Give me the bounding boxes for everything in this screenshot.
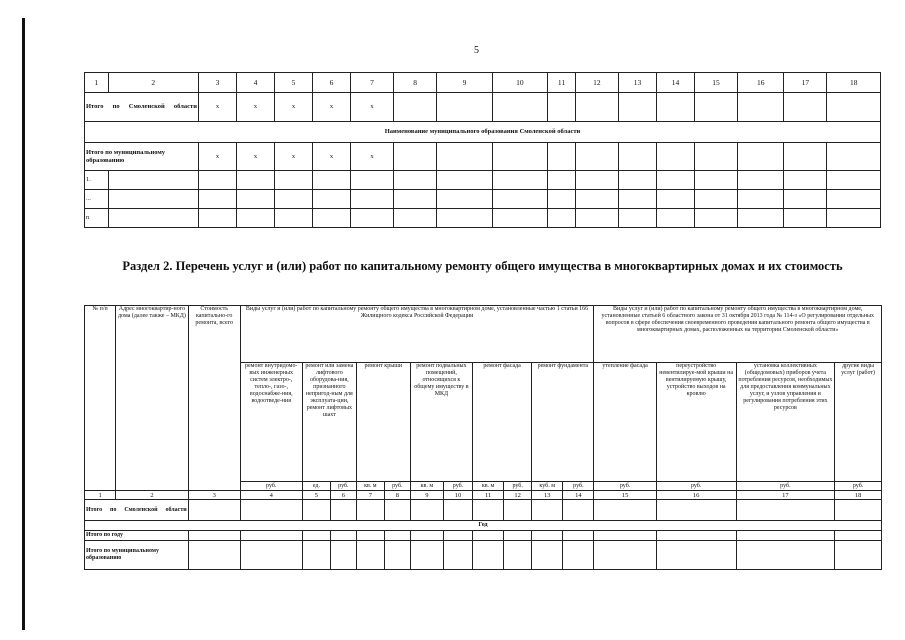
sub-engineering-header: ремонт внутридомо-вых инженерных систем электро-, тепло-, газо-, водоснабже-ния, водоотведе-ния xyxy=(240,363,302,482)
col-number: 5 xyxy=(302,491,330,500)
col-number: 8 xyxy=(394,73,437,93)
sub-roof-header: ремонт крыши xyxy=(356,363,410,482)
col-number: 13 xyxy=(532,491,563,500)
col-num-header: № п/п xyxy=(85,306,116,491)
total-municipality-label: Итого по муниципальному образованию xyxy=(85,143,199,171)
col-number: 8 xyxy=(384,491,410,500)
col-number: 1 xyxy=(85,491,116,500)
table1-row-dots xyxy=(85,190,881,209)
col-number: 16 xyxy=(738,73,784,93)
total-year-label: Итого по году xyxy=(85,531,189,541)
table-section1-continuation xyxy=(84,72,881,228)
table-section2-services xyxy=(84,305,882,570)
municipality-title: Наименование муниципального образования Смоленской области xyxy=(85,122,881,143)
unit-label: кв. м xyxy=(410,482,443,491)
col-number: 3 xyxy=(198,73,236,93)
col-number: 6 xyxy=(312,73,350,93)
col-number: 15 xyxy=(594,491,656,500)
unit-label: руб. xyxy=(594,482,656,491)
table1-row-n xyxy=(85,209,881,228)
group-federal-header: Виды услуг и (или) работ по капитальному ремонту общего имущества в многоквартирном доме, установленные частью 1 статьи 166 Жилищного кодекса Российской Федерации xyxy=(240,306,594,363)
unit-label: руб. xyxy=(835,482,882,491)
x-mark: x xyxy=(274,143,312,171)
unit-label: руб. xyxy=(240,482,302,491)
col-number: 1 xyxy=(85,73,109,93)
col-number: 4 xyxy=(236,73,274,93)
col-number: 2 xyxy=(116,491,189,500)
total-region-label: Итого по Смоленской области xyxy=(85,500,189,521)
col-number: 6 xyxy=(330,491,356,500)
unit-label: руб. xyxy=(504,482,532,491)
col-number: 11 xyxy=(548,73,576,93)
col-number: 10 xyxy=(492,73,547,93)
table2-header-row-1 xyxy=(85,306,882,363)
col-number: 2 xyxy=(108,73,198,93)
sub-basement-header: ремонт подвальных помещений, относящихся к общему имуществу в МКД xyxy=(410,363,472,482)
row-index: 1. xyxy=(85,171,109,190)
x-mark: x xyxy=(274,93,312,122)
group-regional-header: Виды услуг и (или) работ по капитальному ремонту общего имущества в многоквартирном доме, установленные статьей 6 областного закона от 31 октября 2013 года № 114-з «О регулировании отдельных вопросов в сфере обеспечения своевременного проведения капитального ремонта общего имущества в многоквартирных домах, расположенных на территории Смоленской области» xyxy=(594,306,882,363)
table2-year-row xyxy=(85,521,882,531)
x-mark: x xyxy=(198,93,236,122)
total-municipality-label: Итого по муниципальному образованию xyxy=(85,541,189,570)
col-number: 18 xyxy=(827,73,881,93)
table1-header-row xyxy=(85,73,881,93)
x-mark: x xyxy=(236,93,274,122)
table1-municipality-title-row xyxy=(85,122,881,143)
table2-row-total-municipality xyxy=(85,541,882,570)
col-number: 12 xyxy=(575,73,618,93)
x-mark: x xyxy=(350,143,393,171)
unit-label: руб. xyxy=(384,482,410,491)
col-number: 9 xyxy=(437,73,492,93)
x-mark: x xyxy=(312,93,350,122)
unit-label: кв. м xyxy=(356,482,384,491)
col-number: 5 xyxy=(274,73,312,93)
sub-insulation-header: утепление фасада xyxy=(594,363,656,482)
row-index: ... xyxy=(85,190,109,209)
col-number: 14 xyxy=(656,73,694,93)
x-mark: x xyxy=(236,143,274,171)
x-mark: x xyxy=(312,143,350,171)
unit-label: руб. xyxy=(736,482,835,491)
unit-label: руб. xyxy=(443,482,472,491)
col-number: 15 xyxy=(694,73,737,93)
unit-label: кв. м xyxy=(473,482,504,491)
unit-label: ед. xyxy=(302,482,330,491)
table1-row-1 xyxy=(85,171,881,190)
col-address-header: Адрес многоквартир-ного дома (далее также – МКД) xyxy=(116,306,189,491)
col-number: 13 xyxy=(618,73,656,93)
col-number: 16 xyxy=(656,491,736,500)
section2-title: Раздел 2. Перечень услуг и (или) работ по капитальному ремонту общего имущества в многоквартирных домах и их стоимость xyxy=(122,259,843,273)
col-number: 9 xyxy=(410,491,443,500)
table2-row-total-region xyxy=(85,500,882,521)
col-number: 14 xyxy=(563,491,594,500)
col-number: 7 xyxy=(350,73,393,93)
page-edge-bar xyxy=(22,18,25,630)
year-label: Год xyxy=(85,521,882,531)
col-number: 17 xyxy=(736,491,835,500)
col-number: 12 xyxy=(504,491,532,500)
row-index: n xyxy=(85,209,109,228)
col-number: 18 xyxy=(835,491,882,500)
unit-label: куб. м xyxy=(532,482,563,491)
unit-label: руб. xyxy=(563,482,594,491)
sub-foundation-header: ремонт фундамента xyxy=(532,363,594,482)
col-cost-header: Стоимость капитально-го ремонта, всего xyxy=(188,306,240,491)
sub-meters-header: установка коллективных (общедомовых) приборов учета потребления ресурсов, необходимых для предоставления коммунальных услуг, и узлов управления и регулирования потребления этих ресурсов xyxy=(736,363,835,482)
table2-numbers-row xyxy=(85,491,882,500)
table1-row-total-municipality xyxy=(85,143,881,171)
table1-row-total-region xyxy=(85,93,881,122)
col-number: 10 xyxy=(443,491,472,500)
sub-elevator-header: ремонт или замена лифтового оборудова-ния, признанного непригод-ным для эксплуата-ции, ремонт лифтовых шахт xyxy=(302,363,356,482)
col-number: 7 xyxy=(356,491,384,500)
x-mark: x xyxy=(350,93,393,122)
page-number: 5 xyxy=(474,45,479,56)
col-number: 3 xyxy=(188,491,240,500)
total-region-label: Итого по Смоленской области xyxy=(85,93,199,122)
col-number: 17 xyxy=(784,73,827,93)
sub-other-header: другие виды услуг (работ) xyxy=(835,363,882,482)
sub-facade-header: ремонт фасада xyxy=(473,363,532,482)
x-mark: x xyxy=(198,143,236,171)
unit-label: руб. xyxy=(330,482,356,491)
unit-label: руб. xyxy=(656,482,736,491)
table2-row-total-year xyxy=(85,531,882,541)
col-number: 11 xyxy=(473,491,504,500)
col-number: 4 xyxy=(240,491,302,500)
sub-roof-conversion-header: переустройство невентилируе-мой крыши на вентилируемую крышу, устройство выходов на кровлю xyxy=(656,363,736,482)
